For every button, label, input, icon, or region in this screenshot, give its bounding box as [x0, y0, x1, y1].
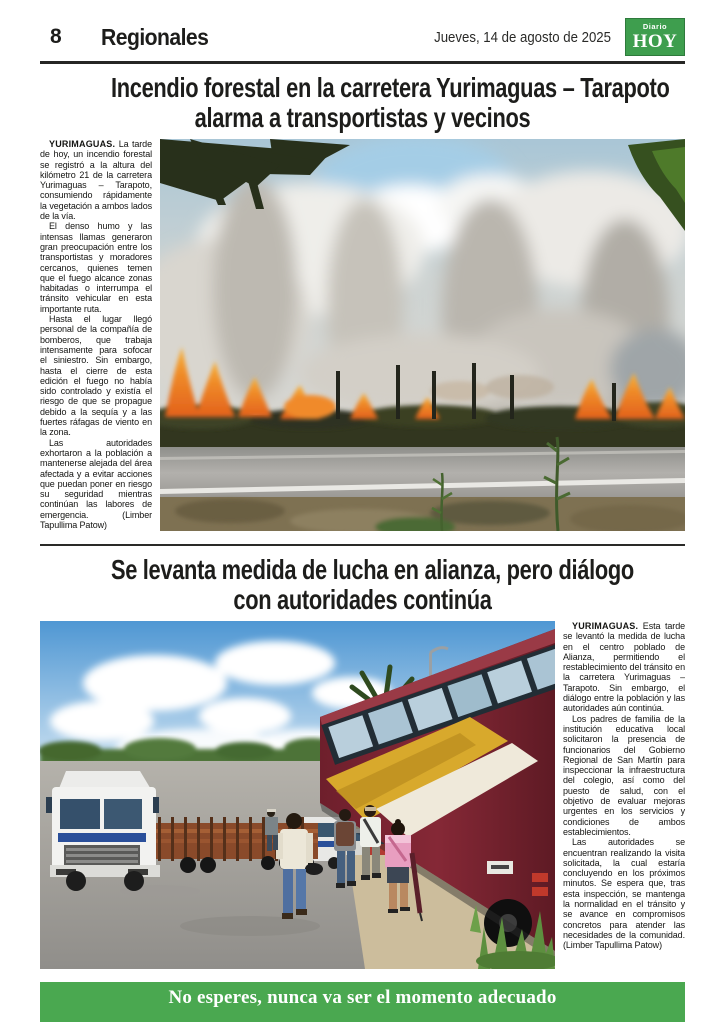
article1-text-column — [40, 139, 152, 531]
wildfire-photo — [160, 139, 685, 531]
article2-text-column — [563, 621, 685, 969]
newspaper-page — [40, 0, 685, 1022]
article2-headline-line1: Se levanta medida de lucha en alianza, pero diálogo — [110, 554, 634, 585]
article2-paragraph — [563, 621, 685, 714]
logo-top-text: Diario — [642, 22, 668, 32]
article2-dateline: YURIMAGUAS. — [572, 621, 639, 631]
article-divider — [40, 544, 685, 546]
road — [160, 447, 685, 499]
article1-headline-line1: Incendio forestal en la carretera Yurimaguas – Tarapoto — [110, 72, 670, 103]
article1-paragraph: Hasta el lugar llegó personal de la compañía de bomberos, que trabaja intensamente para sofocar el siniestro. Sin embargo, hasta el cierre de esta edición el fuego no había sido controlado y existía el riesgo de que se propague debido a la sequía y a las fuertes ráfagas de viento en la zona. — [40, 314, 152, 438]
article1-paragraph: El denso humo y las intensas llamas generaron gran preocupación entre los transportistas y moradores cercanos, quienes temen que el fuego alcance zonas habitadas o interrumpa el tránsito vehicular en esta importante ruta. — [40, 221, 152, 314]
bottom-banner — [40, 982, 685, 1022]
banner-text: No esperes, nunca va ser el momento adecuado — [168, 987, 557, 1008]
article2-paragraph: Las autoridades se encuentran realizando la visita solicitada, la cual estaría concluyendo en los próximos minutos. Se espera que, tras esta inspección, se mantenga la normalidad en el tránsito y se avance en compromisos concretos para atender las necesidades de la comunidad. (Limber Tapullima Patow) — [563, 837, 685, 951]
article1-dateline: YURIMAGUAS. — [49, 139, 116, 149]
page-number: 8 — [50, 25, 62, 48]
article2-headline-line2: con autoridades continúa — [233, 584, 492, 615]
article2 — [40, 621, 685, 969]
logo-main-text: HOY — [632, 30, 678, 52]
article2-paragraph-text: Esta tarde se levantó la medida de lucha en el centro poblado de Alianza, permitiendo el restablecimiento del tránsito en la carretera Yurimaguas – Tarapoto. Sin embargo, el diálogo entre la población y las autoridades aún continúa. — [563, 621, 685, 714]
road-blockade-photo — [40, 621, 555, 969]
article1-headline-line2: alarma a transportistas y vecinos — [194, 102, 531, 133]
article1-paragraph: Las autoridades exhortaron a la población a mantenerse alejada del área afectada y a evitar acciones que puedan poner en riesgo su seguridad mientras continúan las labores de emergencia. (Limber Tapullima Patow) — [40, 437, 152, 530]
article2-headline — [40, 555, 685, 615]
article2-paragraph: Los padres de familia de la institución educativa local solicitaron la presencia de funcionarios del Gobierno Regional de San Martín para inspeccionar la infraestructura del colegio, así como del puesto de salud, con el objetivo de evaluar mejoras urgentes en los servicios y condiciones de ambos establecimientos. — [563, 713, 685, 837]
diario-hoy-logo — [625, 18, 685, 56]
edition-date: Jueves, 14 de agosto de 2025 — [434, 28, 611, 46]
article1-headline — [40, 73, 685, 133]
truck-1 — [46, 771, 160, 891]
article1-paragraph — [40, 139, 152, 221]
article1 — [40, 139, 685, 531]
article1-paragraph-text: La tarde de hoy, un incendio forestal se registró a la altura del kilómetro 21 de la carretera Yurimaguas – Tarapoto, consumiendo rápidamente la vegetación a ambos lados de la vía. — [40, 139, 152, 222]
header-rule — [40, 61, 685, 64]
section-title: Regionales — [101, 23, 209, 50]
page-header — [40, 18, 685, 56]
